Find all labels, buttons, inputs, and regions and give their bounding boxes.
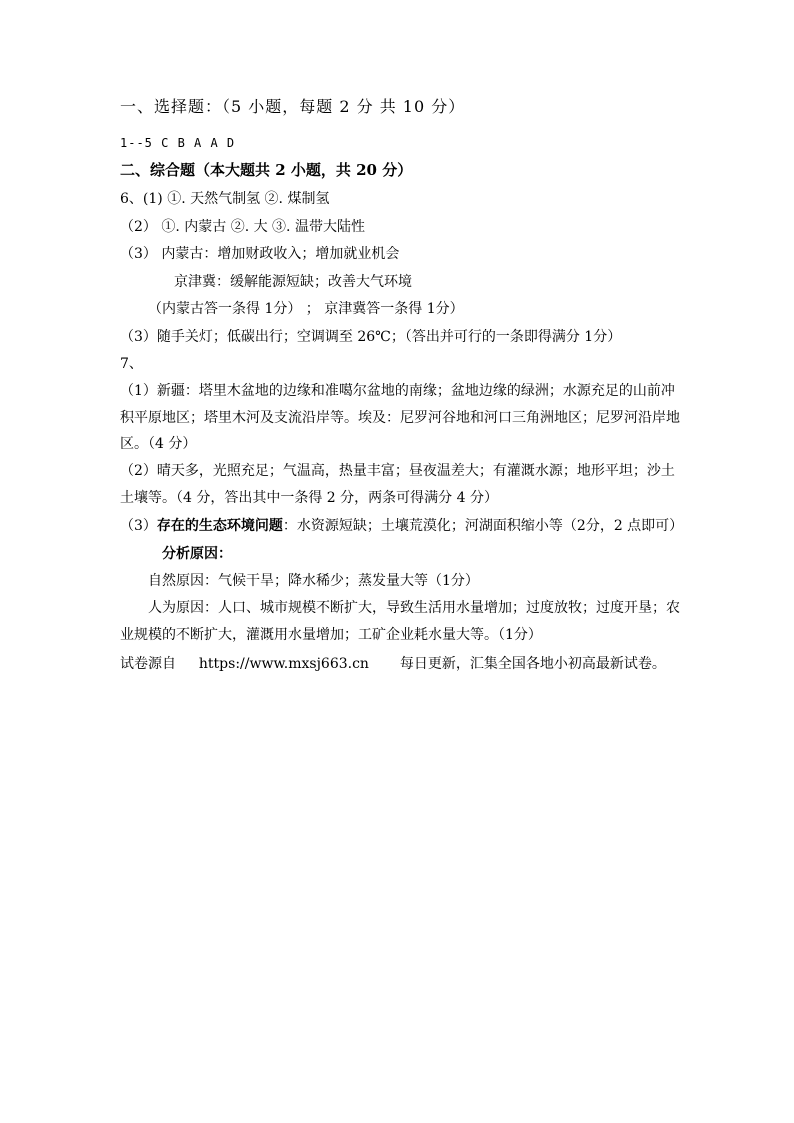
section1-heading: 一、选择题：（5 小题，每题 2 分 共 10 分） (120, 97, 466, 116)
q7-part1-line-3: 区。（4 分） (120, 436, 197, 452)
q7-part3-analysis-heading: 分析原因： (162, 546, 232, 562)
q7-part3-human-causes-line-1: 人为原因：人口、城市规模不断扩大，导致生活用水量增加；过度放牧；过度开垦；农 (148, 600, 680, 616)
q6-line-6: （3）随手关灯；低碳出行；空调调至 26℃；（答出并可行的一条即得满分 1分） (120, 329, 622, 345)
q6-line-5: （内蒙古答一条得 1分） ； 京津冀答一条得 1分） (148, 301, 464, 317)
q7-part1-line-1: （1）新疆：塔里木盆地的边缘和准噶尔盆地的南缘；盆地边缘的绿洲；水源充足的山前冲 (120, 383, 675, 399)
q7-part3-problem-label: 存在的生态环境问题 (156, 518, 283, 534)
q7-part3-problem-text: ：水资源短缺；土壤荒漠化；河湖面积缩小等（2分，2 点即可） (282, 518, 684, 534)
q6-line-4: 京津冀：缓解能源短缺；改善大气环境 (174, 274, 412, 290)
q7-part1-line-2: 积平原地区；塔里木河及支流沿岸等。埃及：尼罗河谷地和河口三角洲地区；尼罗河沿岸地 (120, 410, 680, 426)
section1-answers: 1--5 C B A A D (120, 136, 236, 150)
q7-part3-prefix: （3） (120, 518, 157, 534)
q7-part3-natural-causes: 自然原因：气候干旱；降水稀少；蒸发量大等（1分） (148, 573, 479, 589)
q7-part3-human-causes-line-2: 业规模的不断扩大，灌溉用水量增加；工矿企业耗水量大等。（1分） (120, 627, 542, 643)
footer-source-line (120, 655, 666, 673)
q7-part3-line-1 (120, 517, 683, 535)
section2-heading: 二、综合题（本大题共 2 小题，共 20 分） (120, 161, 413, 179)
q6-line-2: （2） ①. 内蒙古 ②. 大 ③. 温带大陆性 (120, 219, 365, 235)
footer-url[interactable]: https://www.mxsj663.cn (198, 656, 369, 672)
q6-line-1: 6、(1) ①. 天然气制氢 ②. 煤制氢 (120, 191, 330, 207)
footer-tagline: 每日更新，汇集全国各地小初高最新试卷。 (399, 656, 666, 672)
q6-line-3: （3） 内蒙古：增加财政收入；增加就业机会 (120, 246, 400, 262)
q7-part2-line-2: 土壤等。（4 分，答出其中一条得 2 分，两条可得满分 4 分） (120, 490, 498, 506)
q7-part2-line-1: （2）晴天多，光照充足；气温高，热量丰富；昼夜温差大；有灌溉水源；地形平坦；沙土 (120, 463, 675, 479)
q7-label: 7、 (120, 356, 143, 372)
footer-source-label: 试卷源自 (120, 656, 176, 672)
